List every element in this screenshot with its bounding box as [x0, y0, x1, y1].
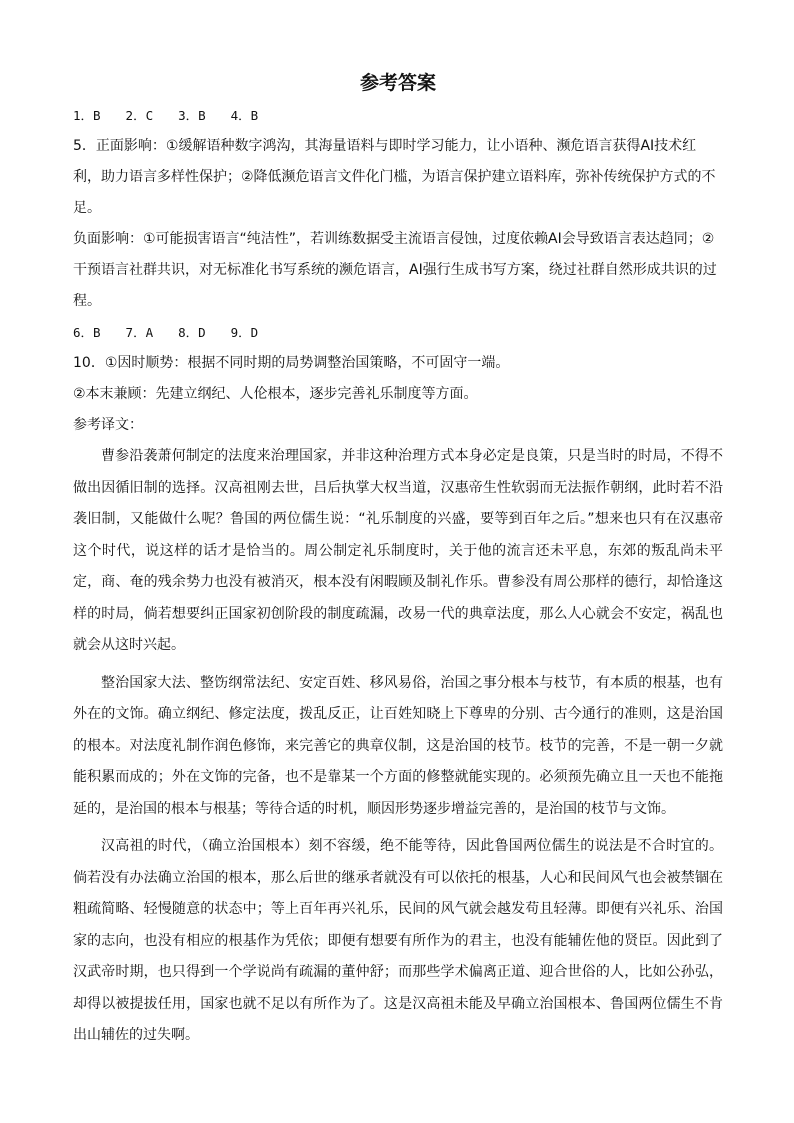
translation-paragraph-3: 汉高祖的时代，（确立治国根本）刻不容缓，绝不能等待，因此鲁国两位儒生的说法是不合时宜的。倘若没有办法确立治国的根本，那么后世的继承者就没有可以依托的根基，人心和民间风气也会被禁锢在粗疏简略、轻慢随意的状态中；等上百年再兴礼乐，民间的风气就会越发苟且轻薄。即便有兴礼乐、治国家的志向，也没有相应的根基作为凭依；即便有想要有所作为的君主，也没有能辅佐他的贤臣。因此到了汉武帝时期，也只得到一个学说尚有疏漏的董仲舒；而那些学术偏离正道、迎合世俗的人，比如公孙弘，却得以被提拔任用，国家也就不足以有所作为了。这是汉高祖未能及早确立治国根本、鲁国两位儒生不肯出山辅佐的过失啊。	[73, 838, 723, 1043]
q10-point-1: 10．①因时顺势：根据不同时期的局势调整治国策略，不可固守一端。	[73, 355, 510, 371]
page-title: 参考答案	[359, 72, 436, 94]
q10-point-2: ②本末兼顾：先建立纲纪、人伦根本，逐步完善礼乐制度等方面。	[73, 386, 478, 402]
q5-negative-impact: 负面影响：①可能损害语言“纯洁性”，若训练数据受主流语言侵蚀，过度依赖AI会导致语言表达趋同；②干预语言社群共识，对无标准化书写系统的濒危语言，AI强行生成书写方案，绕过社群自然形成共识的过程。	[73, 231, 717, 309]
q5-positive-impact: 5．正面影响：①缓解语种数字鸿沟，其海量语料与即时学习能力，让小语种、濒危语言获得AI技术红利，助力语言多样性保护；②降低濒危语言文件化门槛，为语言保护建立语料库，弥补传统保护方式的不足。	[73, 138, 716, 216]
translation-paragraph-2: 整治国家大法、整饬纲常法纪、安定百姓、移风易俗，治国之事分根本与枝节，有本质的根基，也有外在的文饰。确立纲纪、修定法度，拨乱反正，让百姓知晓上下尊卑的分别、古今通行的准则，这是治国的根本。对法度礼制作润色修饰，来完善它的典章仪制，这是治国的枝节。枝节的完善，不是一朝一夕就能积累而成的；外在文饰的完备，也不是靠某一个方面的修整就能实现的。必须预先确立且一天也不能拖延的，是治国的根本与根基；等待合适的时机，顺因形势逐步增益完善的，是治国的枝节与文饰。	[73, 674, 723, 817]
translation-paragraph-1: 曹参沿袭萧何制定的法度来治理国家，并非这种治理方式本身必定是良策，只是当时的时局，不得不做出因循旧制的选择。汉高祖刚去世，吕后执掌大权当道，汉惠帝生性软弱而无法振作朝纲，此时若不沿袭旧制，又能做什么呢？鲁国的两位儒生说：“礼乐制度的兴盛，要等到百年之后。”想来也只有在汉惠帝这个时代，说这样的话才是恰当的。周公制定礼乐制度时，关于他的流言还未平息，东郊的叛乱尚未平定，商、奄的残余势力也没有被消灭，根本没有闲暇顾及制礼作乐。曹参没有周公那样的德行，却恰逢这样的时局，倘若想要纠正国家初创阶段的制度疏漏，改易一代的典章法度，那么人心就会不安定，祸乱也就会从这时兴起。	[73, 448, 723, 653]
translation-label: 参考译文：	[73, 417, 143, 433]
answer-sheet	[73, 66, 723, 1052]
answers-1-4: 1．B 2．C 3．B 4．B	[73, 108, 259, 123]
answers-6-9: 6．B 7．A 8．D 9．D	[73, 325, 259, 340]
